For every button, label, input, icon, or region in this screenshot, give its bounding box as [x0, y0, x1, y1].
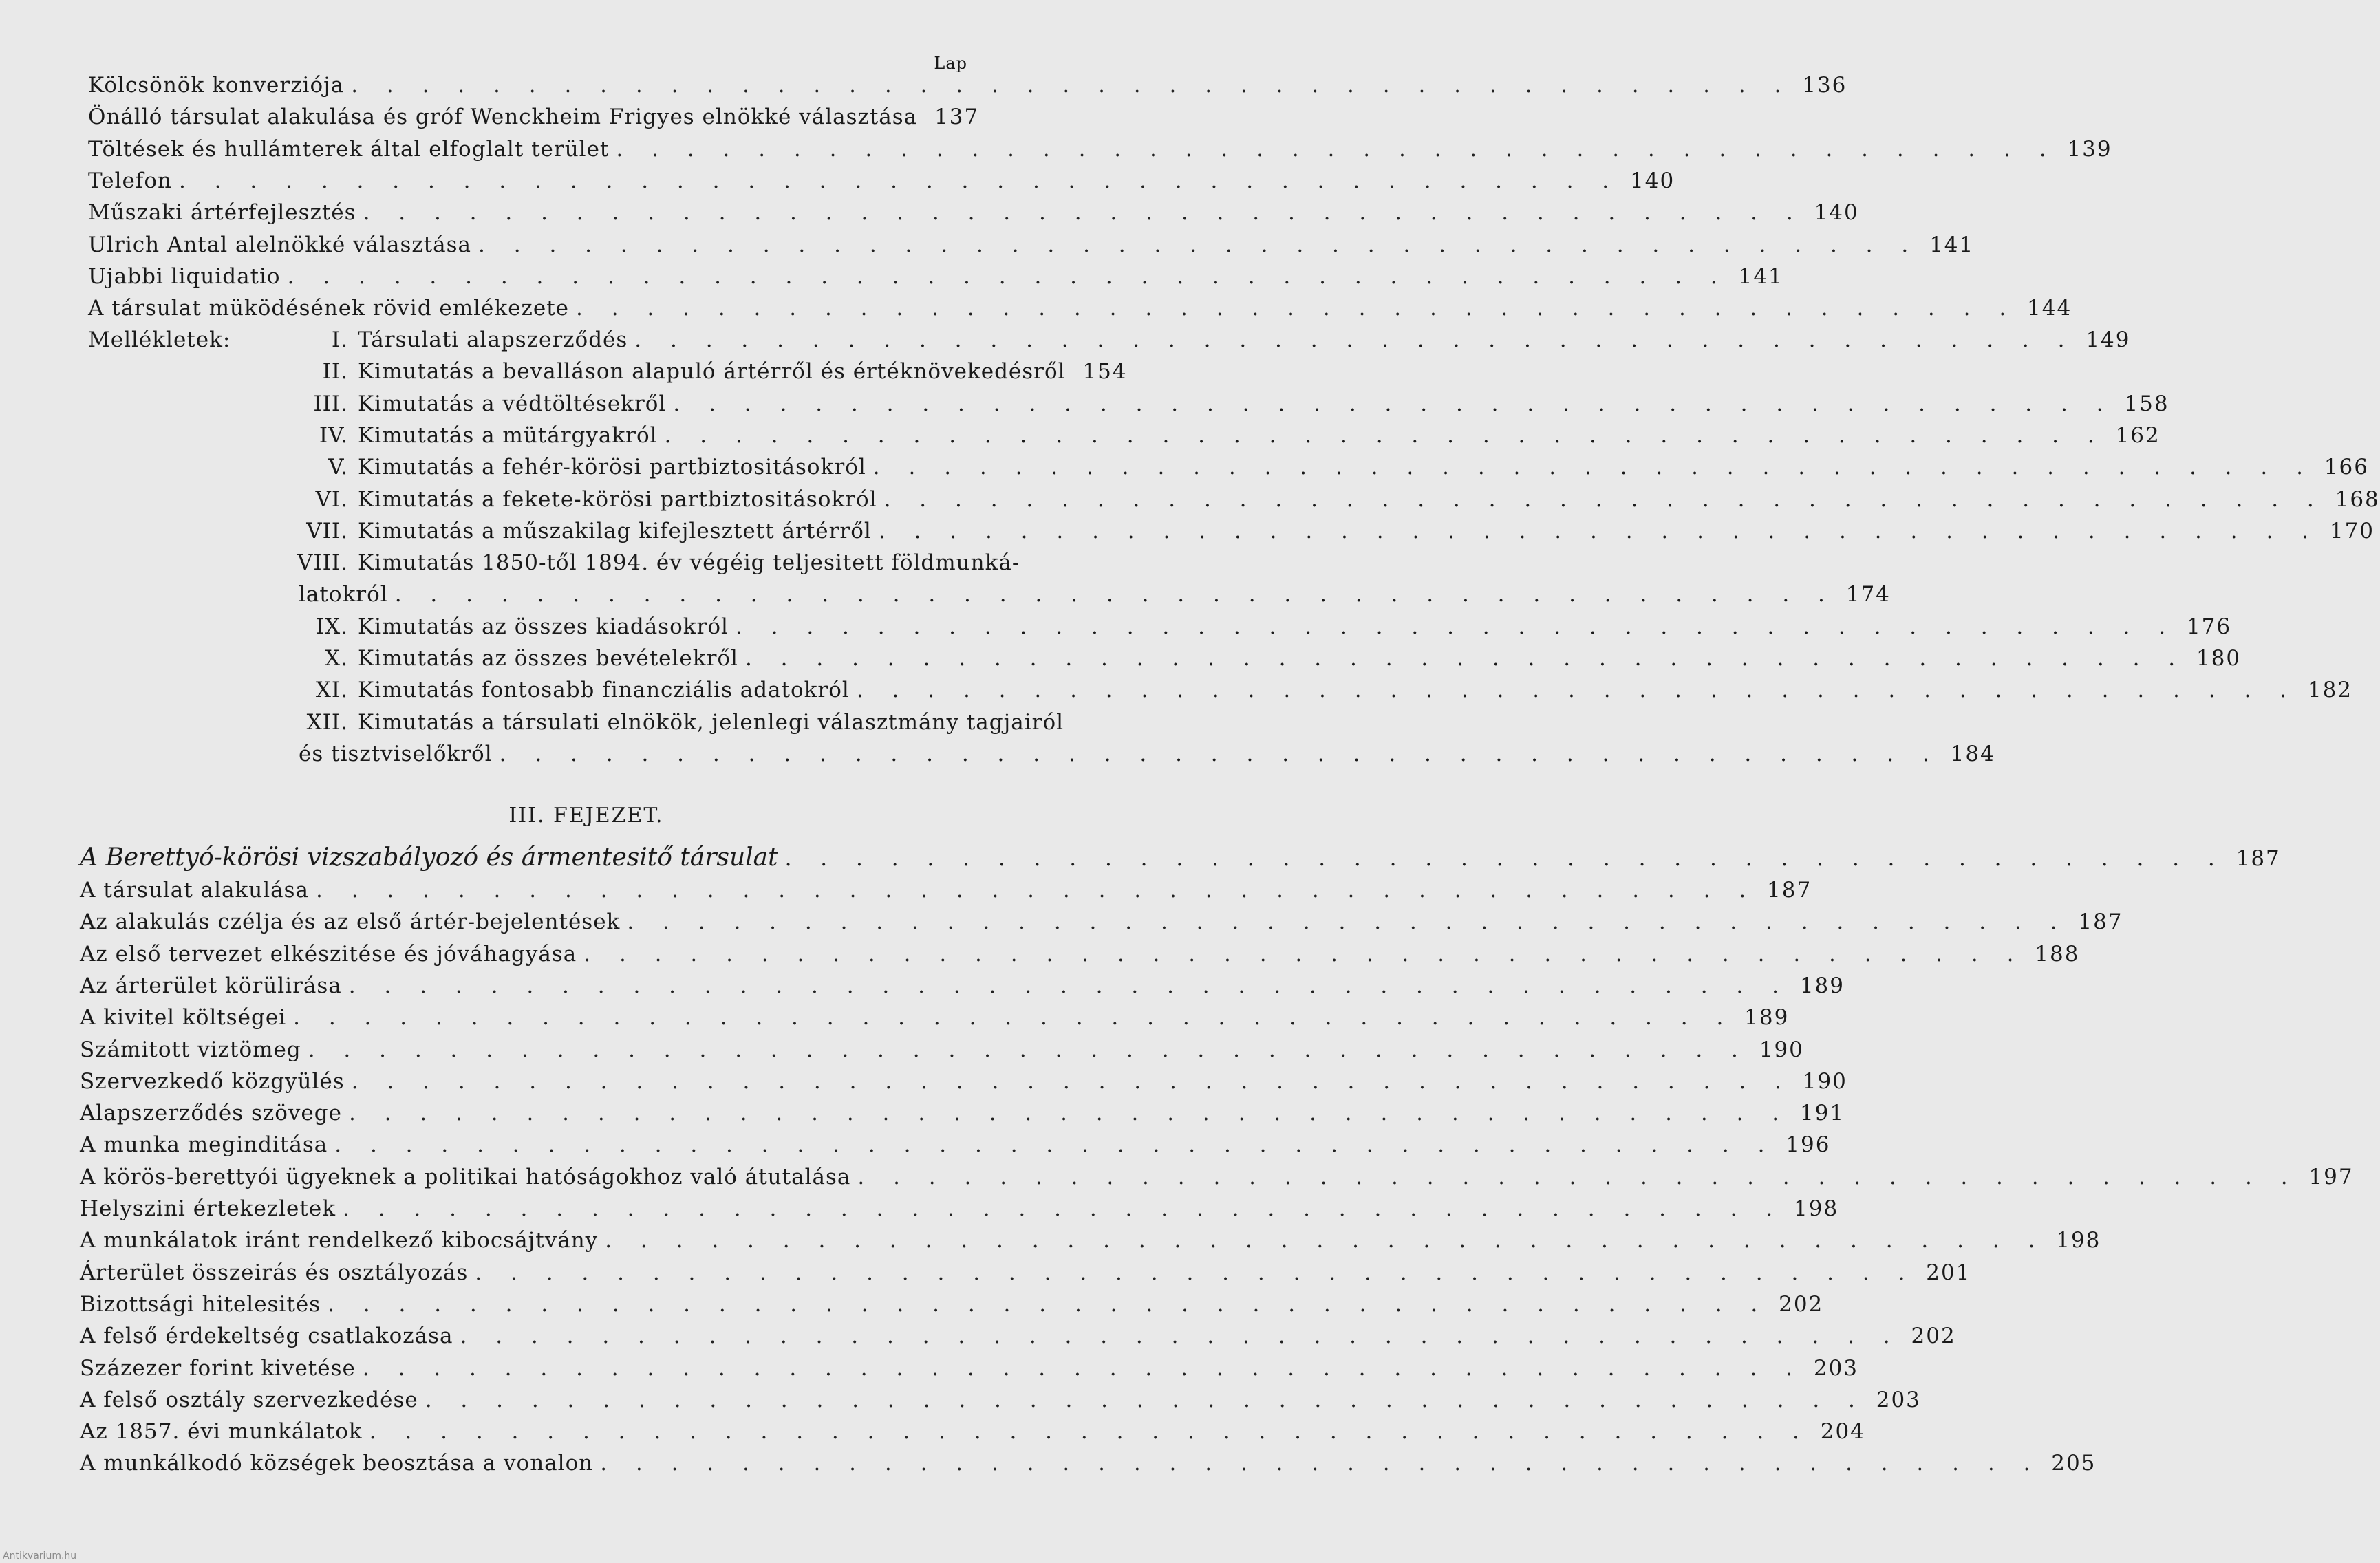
toc-entry-page: 202	[1911, 1324, 1956, 1349]
toc-entry-page: 203	[1876, 1387, 1921, 1412]
toc-entry-title: Százezer forint kivetése	[80, 1355, 356, 1381]
annex-entry	[88, 646, 2242, 678]
toc-entry	[80, 1037, 1804, 1069]
toc-entry	[88, 263, 1783, 296]
leader-dots: . . . . . . . . . . . . . . . . . . . . . . . . . . . . . . . . . . . . . . . . .	[878, 518, 2320, 543]
leader-dots: . . . . . . . . . . . . . . . . . . . . . . . . . . . . . . . . . . . . . . . . .	[316, 878, 1757, 903]
annex-entry	[88, 327, 2131, 359]
annex-number: X.	[325, 646, 348, 671]
annex-number: VII.	[306, 518, 348, 543]
annex-entry	[88, 518, 2375, 550]
leader-dots: . . . . . . . . . . . . . . . . . . . . . . . . . . . . . . . . . . . . . . . . .	[394, 582, 1836, 607]
toc-entry	[80, 878, 1812, 909]
toc-entry-page: 203	[1813, 1355, 1859, 1381]
annex-title: Kimutatás 1850-től 1894. év végéig teljesitett földmunká-	[358, 550, 1020, 576]
annex-entry	[88, 391, 2169, 423]
toc-entry	[80, 1164, 2354, 1196]
leader-dots: . . . . . . . . . . . . . . . . . . . . . . . . . . . . . . . . . . . . . . . . .	[475, 1260, 1916, 1285]
toc-entry-page: 137	[934, 105, 980, 130]
toc-entry-page: 204	[1820, 1419, 1865, 1445]
annex-page: 170	[2329, 518, 2375, 543]
leader-dots: . . . . . . . . . . . . . . . . . . . . . . . . . . . . . . . . . . . . . . . . .	[293, 1005, 1735, 1031]
leader-dots: . . . . . . . . . . . . . . . . . . . . . . . . . . . . . . . . . . . . . . . . .	[460, 1324, 1901, 1349]
annex-entry	[88, 455, 2369, 486]
annex-entry	[88, 709, 1064, 742]
toc-entry-page: 190	[1759, 1037, 1804, 1062]
toc-entry	[80, 941, 2080, 973]
annex-prefix: Mellékletek:	[88, 327, 231, 352]
leader-dots: . . . . . . . . . . . . . . . . . . . . . . . . . . . . . . . . . . . . . . . . .	[308, 1037, 1749, 1062]
toc-entry-title: Bizottsági hitelesités	[80, 1291, 321, 1317]
leader-dots: . . . . . . . . . . . . . . . . . . . . . . . . . . . . . . . . . . . . . . . . .	[178, 168, 1620, 193]
leader-dots: . . . . . . . . . . . . . . . . . . . . . . . . . . . . . . . . . . . . . . . . .	[351, 1068, 1792, 1094]
toc-entry-page: 191	[1799, 1101, 1845, 1126]
annex-number: II.	[322, 359, 348, 385]
leader-dots: . . . . . . . . . . . . . . . . . . . . . . . . . . . . . . . . . . . . . . . . .	[478, 232, 1920, 257]
annex-title: latokról	[299, 582, 388, 607]
toc-entry-page: 141	[1738, 263, 1783, 289]
annex-page: 158	[2124, 391, 2169, 416]
toc-entry	[80, 1260, 1971, 1292]
annex-entry	[88, 550, 1020, 582]
leader-dots: . . . . . . . . . . . . . . . . . . . . . . . . . . . . . . . . . . . . . . . . .	[576, 296, 2017, 321]
annex-number: I.	[331, 327, 348, 352]
annex-entry	[88, 582, 1891, 614]
annex-number: XI.	[315, 678, 348, 703]
leader-dots: . . . . . . . . . . . . . . . . . . . . . . . . . . . . . . . . . . . . . . . . .	[664, 422, 2105, 448]
toc-entry-title: Telefon	[88, 168, 172, 193]
leader-dots: . . . . . . . . . . . . . . . . . . . . . . . . . . . . . . . . . . . . . . . . .	[348, 1101, 1790, 1126]
annex-page: 168	[2335, 486, 2380, 512]
annex-title: Kimutatás a műszakilag kifejlesztett ártérről	[358, 518, 872, 543]
toc-entry-page: 187	[1767, 878, 1812, 903]
annex-page: 162	[2115, 422, 2161, 448]
chapter-title: III. FEJEZET.	[508, 804, 664, 828]
annex-title: Kimutatás fontosabb financziális adatokról	[358, 678, 850, 703]
toc-entry	[80, 1451, 2097, 1483]
toc-entry-page: 205	[2051, 1451, 2097, 1476]
leader-dots: . . . . . . . . . . . . . . . . . . . . . . . . . . . . . . . . . . . . . . . . .	[784, 846, 2226, 871]
annex-page: 166	[2324, 455, 2369, 480]
annex-title: Kimutatás az összes kiadásokról	[358, 614, 729, 639]
toc-entry-title: Töltések és hullámterek által elfoglalt terület	[88, 136, 610, 162]
leader-dots: . . . . . . . . . . . . . . . . . . . . . . . . . . . . . . . . . . . . . . . . .	[362, 1355, 1804, 1381]
leader-dots: . . . . . . . . . . . . . . . . . . . . . . . . . . . . . . . . . . . . . . . . .	[673, 391, 2114, 416]
toc-entry-title: Az alakulás czélja és az első ártér-bejelentések	[80, 909, 621, 935]
toc-entry	[88, 168, 1675, 200]
toc-entry	[88, 296, 2072, 327]
toc-entry-title: A felső osztály szervezkedése	[80, 1387, 418, 1412]
annex-page: 180	[2196, 646, 2242, 671]
leader-dots: . . . . . . . . . . . . . . . . . . . . . . . . . . . . . . . . . . . . . . . . .	[634, 327, 2076, 352]
annex-number: V.	[328, 455, 348, 480]
page-column-label: Lap	[934, 54, 967, 73]
annex-page: 176	[2186, 614, 2232, 639]
toc-entry-page: 201	[1926, 1260, 1971, 1285]
toc-entry-page: 140	[1814, 200, 1859, 226]
annex-title: Társulati alapszerződés	[358, 327, 628, 352]
toc-entry-title: Árterület összeirás és osztályozás	[80, 1260, 469, 1285]
toc-entry-title: Szervezkedő közgyülés	[80, 1068, 345, 1094]
leader-dots: . . . . . . . . . . . . . . . . . . . . . . . . . . . . . . . . . . . . . . . . .	[328, 1291, 1769, 1317]
leader-dots: . . . . . . . . . . . . . . . . . . . . . . . . . . . . . . . . . . . . . . . . .	[600, 1451, 2041, 1476]
toc-entry-page: 202	[1779, 1291, 1824, 1317]
chapter-headline	[80, 843, 2281, 878]
toc-entry	[80, 909, 2123, 941]
leader-dots: . . . . . . . . . . . . . . . . . . . . . . . . . . . . . . . . . . . . . . . . .	[744, 646, 2187, 671]
annex-number: IX.	[315, 614, 348, 639]
toc-entry-page: 139	[2067, 136, 2112, 162]
toc-entry-title: Ujabbi liquidatio	[88, 263, 281, 289]
leader-dots: . . . . . . . . . . . . . . . . . . . . . . . . . . . . . . . . . . . . . . . . .	[583, 941, 2025, 967]
annex-page: 154	[1082, 359, 1128, 385]
toc-entry-title: A munkálatok iránt rendelkező kibocsájtvány	[80, 1228, 599, 1253]
leader-dots: . . . . . . . . . . . . . . . . . . . . . . . . . . . . . . . . . . . . . . . . .	[883, 486, 2325, 512]
toc-entry-title: A munkálkodó községek beosztása a vonalon	[80, 1451, 594, 1476]
toc-entry	[80, 1228, 2101, 1260]
annex-number: XII.	[306, 709, 348, 735]
toc-entry-title: Műszaki ártérfejlesztés	[88, 200, 356, 226]
chapter-headline-page: 187	[2236, 846, 2281, 871]
annex-title: Kimutatás a társulati elnökök, jelenlegi választmány tagjairól	[358, 709, 1064, 735]
toc-entry-page: 144	[2027, 296, 2072, 321]
toc-entry-page: 136	[1802, 73, 1847, 98]
toc-entry-title: A társulat müködésének rövid emlékezete	[88, 296, 570, 321]
leader-dots: . . . . . . . . . . . . . . . . . . . . . . . . . . . . . . . . . . . . . . . . .	[627, 909, 2068, 935]
toc-entry-page: 188	[2035, 941, 2080, 967]
toc-entry-page: 198	[1794, 1196, 1839, 1221]
toc-entry	[88, 73, 1847, 105]
annex-page: 182	[2307, 678, 2353, 703]
leader-dots: . . . . . . . . . . . . . . . . . . . . . . . . . . . . . . . . . . . . . . . . .	[351, 73, 1792, 98]
toc-entry-title: Alapszerződés szövege	[80, 1101, 342, 1126]
leader-dots: . . . . . . . . . . . . . . . . . . . . . . . . . . . . . . . . . . . . . . . . .	[856, 678, 2298, 703]
toc-entry-title: A felső érdekeltség csatlakozása	[80, 1324, 453, 1349]
leader-dots: . . . . . . . . . . . . . . . . . . . . . . . . . . . . . . . . . . . . . . . . .	[499, 741, 1940, 766]
toc-entry	[80, 1196, 1839, 1228]
leader-dots: . . . . . . . . . . . . . . . . . . . . . . . . . . . . . . . . . . . . . . . . .	[616, 136, 2057, 162]
annex-title: Kimutatás a mütárgyakról	[358, 422, 658, 448]
leader-dots: . . . . . . . . . . . . . . . . . . . . . . . . . . . . . . . . . . . . . . . . .	[605, 1228, 2046, 1253]
chapter-headline-title: A Berettyó-körösi vizszabályozó és ármentesitő társulat	[80, 843, 778, 872]
annex-number: VI.	[315, 486, 348, 512]
toc-entry	[88, 136, 2112, 169]
toc-entry-page: 190	[1802, 1068, 1847, 1094]
toc-entry	[88, 200, 1859, 232]
toc-entry-page: 196	[1786, 1132, 1831, 1158]
leader-dots: . . . . . . . . . . . . . . . . . . . . . . . . . . . . . . . . . . . . . . . . .	[334, 1132, 1776, 1158]
toc-entry	[80, 973, 1845, 1005]
toc-entry	[80, 1324, 1956, 1355]
leader-dots: . . . . . . . . . . . . . . . . . . . . . . . . . . . . . . . . . . . . . . . . .	[369, 1419, 1810, 1445]
leader-dots: . . . . . . . . . . . . . . . . . . . . . . . . . . . . . . . . . . . . . . . . .	[857, 1164, 2299, 1189]
toc-entry	[80, 1291, 1824, 1324]
toc-entry	[88, 232, 1975, 264]
annex-entry	[88, 614, 2232, 646]
annex-title: Kimutatás a bevalláson alapuló ártérről és értéknövekedésről	[358, 359, 1066, 385]
toc-entry-title: A kivitel költségei	[80, 1005, 287, 1031]
leader-dots: . . . . . . . . . . . . . . . . . . . . . . . . . . . . . . . . . . . . . . . . .	[287, 263, 1728, 289]
leader-dots: . . . . . . . . . . . . . . . . . . . . . . . . . . . . . . . . . . . . . . . . .	[348, 973, 1790, 998]
leader-dots: . . . . . . . . . . . . . . . . . . . . . . . . . . . . . . . . . . . . . . . . .	[342, 1196, 1784, 1221]
toc-entry-title: Az 1857. évi munkálatok	[80, 1419, 363, 1445]
toc-entry-title: Önálló társulat alakulása és gróf Wenckheim Frigyes elnökké választása	[88, 105, 918, 130]
toc-entry-page: 189	[1799, 973, 1845, 998]
annex-entry	[88, 678, 2353, 709]
leader-dots: . . . . . . . . . . . . . . . . . . . . . . . . . . . . . . . . . . . . . . . . .	[425, 1387, 1866, 1412]
toc-entry-page: 141	[1929, 232, 1975, 257]
toc-entry-title: Az árterület körülirása	[80, 973, 342, 998]
toc-entry-title: Számitott viztömeg	[80, 1037, 301, 1062]
toc-entry-page: 197	[2308, 1164, 2354, 1189]
toc-entry	[80, 1132, 1831, 1164]
annex-entry	[88, 359, 1128, 391]
annex-page: 174	[1845, 582, 1891, 607]
annex-title: Kimutatás az összes bevételekről	[358, 646, 738, 671]
leader-dots: . . . . . . . . . . . . . . . . . . . . . . . . . . . . . . . . . . . . . . . . .	[735, 614, 2177, 639]
toc-entry	[88, 105, 980, 136]
annex-page: 149	[2086, 327, 2131, 352]
annex-title: Kimutatás a fehér-körösi partbiztositásokról	[358, 455, 866, 480]
toc-entry	[80, 1068, 1847, 1101]
annex-entry	[88, 422, 2161, 455]
toc-entry-title: A társulat alakulása	[80, 878, 309, 903]
toc-entry-title: Ulrich Antal alelnökké választása	[88, 232, 472, 257]
toc-entry	[80, 1005, 1790, 1037]
toc-entry-page: 140	[1630, 168, 1675, 193]
annex-number: III.	[313, 391, 348, 416]
toc-entry-title: Helyszini értekezletek	[80, 1196, 336, 1221]
toc-entry-title: A munka meginditása	[80, 1132, 328, 1158]
toc-entry	[80, 1419, 1865, 1451]
annex-title: és tisztviselőkről	[299, 741, 493, 766]
toc-entry	[80, 1355, 1859, 1388]
toc-entry-title: Kölcsönök konverziója	[88, 73, 345, 98]
annex-entry	[88, 741, 1995, 773]
annex-number: VIII.	[297, 550, 348, 576]
toc-entry	[80, 1101, 1845, 1132]
leader-dots: . . . . . . . . . . . . . . . . . . . . . . . . . . . . . . . . . . . . . . . . .	[872, 455, 2314, 480]
annex-entry	[88, 486, 2380, 519]
toc-entry	[80, 1387, 1921, 1419]
toc-entry-title: A körös-berettyói ügyeknek a politikai hatóságokhoz való átutalása	[80, 1164, 851, 1189]
annex-number: IV.	[319, 422, 348, 448]
toc-entry-page: 187	[2078, 909, 2123, 935]
toc-entry-title: Az első tervezet elkészitése és jóváhagyása	[80, 941, 577, 967]
toc-entry-page: 198	[2056, 1228, 2101, 1253]
annex-page: 184	[1950, 741, 1995, 766]
toc-entry-page: 189	[1744, 1005, 1790, 1031]
leader-dots: . . . . . . . . . . . . . . . . . . . . . . . . . . . . . . . . . . . . . . . . .	[363, 200, 1804, 226]
annex-title: Kimutatás a fekete-körösi partbiztositásokról	[358, 486, 877, 512]
annex-title: Kimutatás a védtöltésekről	[358, 391, 667, 416]
watermark: Antikvarium.hu	[3, 1551, 77, 1562]
